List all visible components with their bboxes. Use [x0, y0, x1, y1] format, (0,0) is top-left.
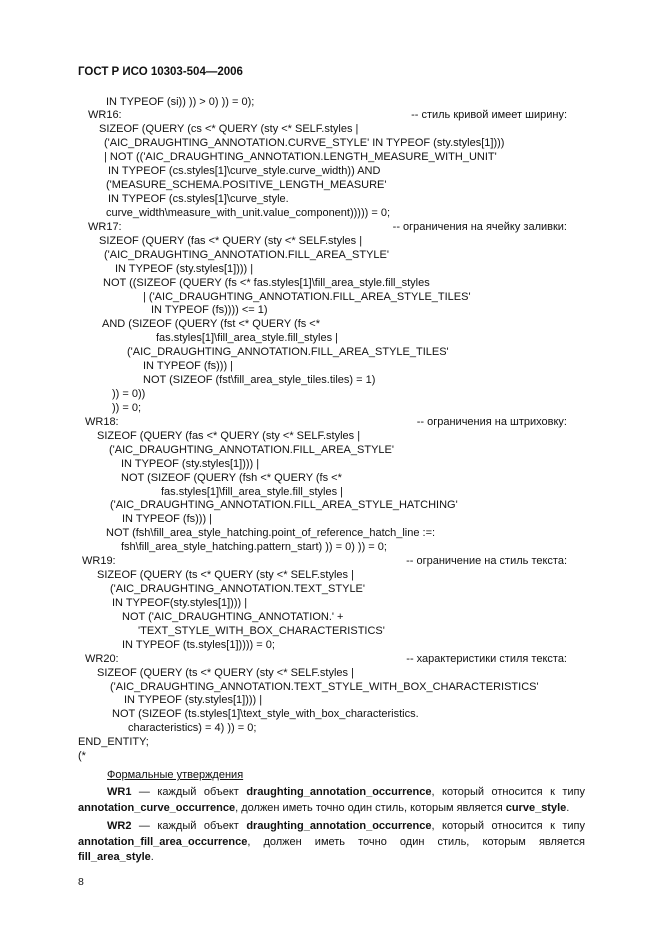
code-line: )) = 0;: [112, 401, 142, 414]
code-line: IN TYPEOF (ts.styles[1])))) = 0;: [122, 638, 275, 651]
code-line: ('AIC_DRAUGHTING_ANNOTATION.FILL_AREA_STYLE_HATCHING': [110, 499, 458, 512]
code-line: IN TYPEOF (si)) )) > 0) )) = 0);: [106, 95, 255, 108]
code-line: IN TYPEOF (fs))) |: [122, 513, 213, 526]
code-line: END_ENTITY;: [78, 736, 149, 749]
document-header: ГОСТ Р ИСО 10303-504—2006: [78, 66, 243, 78]
code-line: NOT (fsh\fill_area_style_hatching.point_of_reference_hatch_line :=:: [106, 527, 436, 540]
code-line: ('AIC_DRAUGHTING_ANNOTATION.FILL_AREA_STYLE': [104, 248, 389, 261]
code-line: )) = 0)): [112, 388, 146, 401]
text: .: [150, 851, 154, 863]
code-line: NOT (SIZEOF (ts.styles[1]\text_style_with_box_characteristics.: [112, 708, 419, 721]
formal-statements: [78, 768, 585, 888]
code-comment: -- ограничения на штриховку:: [416, 415, 567, 428]
rule-id: WR2: [107, 820, 132, 832]
rule-paragraph: [78, 785, 585, 816]
code-comment: -- характеристики стиля текста:: [406, 652, 567, 665]
code-line: NOT (SIZEOF (QUERY (fsh <* QUERY (fs <*: [121, 471, 342, 484]
code-line: WR17:: [88, 220, 122, 233]
code-line: IN TYPEOF (cs.styles[1]\curve_style.curve_width)) AND: [108, 165, 381, 178]
code-line: IN TYPEOF (fs)))) <= 1): [151, 304, 268, 317]
text: , который относится к типу: [431, 820, 585, 832]
text: , должен иметь точно один стиль, которым является: [247, 835, 585, 848]
code-line: NOT ('AIC_DRAUGHTING_ANNOTATION.' +: [122, 610, 344, 623]
entity-name: fill_area_style: [78, 851, 151, 863]
code-line: fas.styles[1]\fill_area_style.fill_styles |: [156, 332, 338, 345]
code-line: AND (SIZEOF (QUERY (fst <* QUERY (fs <*: [102, 318, 321, 331]
code-line: NOT (SIZEOF (fst\fill_area_style_tiles.tiles) = 1): [143, 374, 376, 387]
code-line: ('AIC_DRAUGHTING_ANNOTATION.CURVE_STYLE' IN TYPEOF (sty.styles[1]))): [104, 137, 505, 150]
entity-name: annotation_curve_occurrence: [78, 801, 236, 814]
text: .: [566, 801, 570, 814]
code-line: IN TYPEOF (sty.styles[1]))) |: [121, 457, 260, 470]
code-line: IN TYPEOF (sty.styles[1]))) |: [124, 694, 263, 707]
code-line: IN TYPEOF (fs))) |: [143, 360, 234, 373]
entity-name: annotation_fill_area_occurrence: [78, 835, 248, 848]
text: — каждый объект: [131, 820, 247, 832]
entity-name: curve_style: [505, 801, 567, 814]
code-line: WR19:: [82, 555, 116, 568]
code-line: ('AIC_DRAUGHTING_ANNOTATION.FILL_AREA_STYLE': [109, 443, 394, 456]
code-line: WR20:: [85, 652, 119, 665]
text: — каждый объект: [131, 786, 247, 798]
code-comment: -- ограничения на ячейку заливки:: [392, 220, 567, 233]
code-line: (*: [78, 750, 86, 763]
code-line: NOT ((SIZEOF (QUERY (fs <* fas.styles[1]\fill_area_style.fill_styles: [103, 276, 430, 289]
code-line: SIZEOF (QUERY (ts <* QUERY (sty <* SELF.styles |: [97, 666, 354, 679]
code-line: | NOT (('AIC_DRAUGHTING_ANNOTATION.LENGTH_MEASURE_WITH_UNIT': [104, 151, 497, 164]
text: , который относится к типу: [431, 786, 585, 798]
code-line: 'TEXT_STYLE_WITH_BOX_CHARACTERISTICS': [138, 624, 385, 637]
code-line: SIZEOF (QUERY (cs <* QUERY (sty <* SELF.styles |: [99, 123, 359, 136]
code-line: SIZEOF (QUERY (ts <* QUERY (sty <* SELF.styles |: [97, 569, 354, 582]
code-line: fsh\fill_area_style_hatching.pattern_start) )) = 0) )) = 0;: [121, 541, 387, 554]
section-title: Формальные утверждения: [107, 769, 244, 781]
code-line: IN TYPEOF(sty.styles[1]))) |: [112, 596, 248, 609]
code-line: ('AIC_DRAUGHTING_ANNOTATION.TEXT_STYLE_WITH_BOX_CHARACTERISTICS': [110, 680, 539, 693]
text: , должен иметь точно один стиль, которым является: [235, 801, 506, 814]
code-comment: -- стиль кривой имеет ширину:: [411, 109, 567, 122]
rule-paragraph: [78, 819, 585, 866]
code-line: WR18:: [85, 415, 119, 428]
code-line: characteristics) = 4) )) = 0;: [128, 722, 257, 735]
code-line: ('MEASURE_SCHEMA.POSITIVE_LENGTH_MEASURE': [106, 179, 387, 192]
entity-name: draughting_annotation_occurrence: [246, 786, 432, 798]
page-number: 8: [78, 875, 84, 888]
code-line: curve_width\measure_with_unit.value_component))))) = 0;: [106, 206, 391, 219]
code-line: WR16:: [88, 109, 122, 122]
code-line: IN TYPEOF (cs.styles[1]\curve_style.: [108, 193, 289, 205]
rule-id: WR1: [107, 786, 132, 798]
code-line: ('AIC_DRAUGHTING_ANNOTATION.TEXT_STYLE': [110, 583, 365, 596]
code-line: ('AIC_DRAUGHTING_ANNOTATION.FILL_AREA_STYLE_TILES': [127, 346, 449, 359]
code-line: fas.styles[1]\fill_area_style.fill_styles |: [161, 485, 343, 498]
code-line: SIZEOF (QUERY (fas <* QUERY (sty <* SELF.styles |: [99, 234, 363, 247]
code-line: SIZEOF (QUERY (fas <* QUERY (sty <* SELF.styles |: [97, 429, 361, 442]
code-comment: -- ограничение на стиль текста:: [406, 555, 567, 568]
entity-name: draughting_annotation_occurrence: [246, 820, 432, 832]
code-line: IN TYPEOF (sty.styles[1]))) |: [115, 262, 254, 275]
code-line: | ('AIC_DRAUGHTING_ANNOTATION.FILL_AREA_STYLE_TILES': [143, 290, 471, 303]
